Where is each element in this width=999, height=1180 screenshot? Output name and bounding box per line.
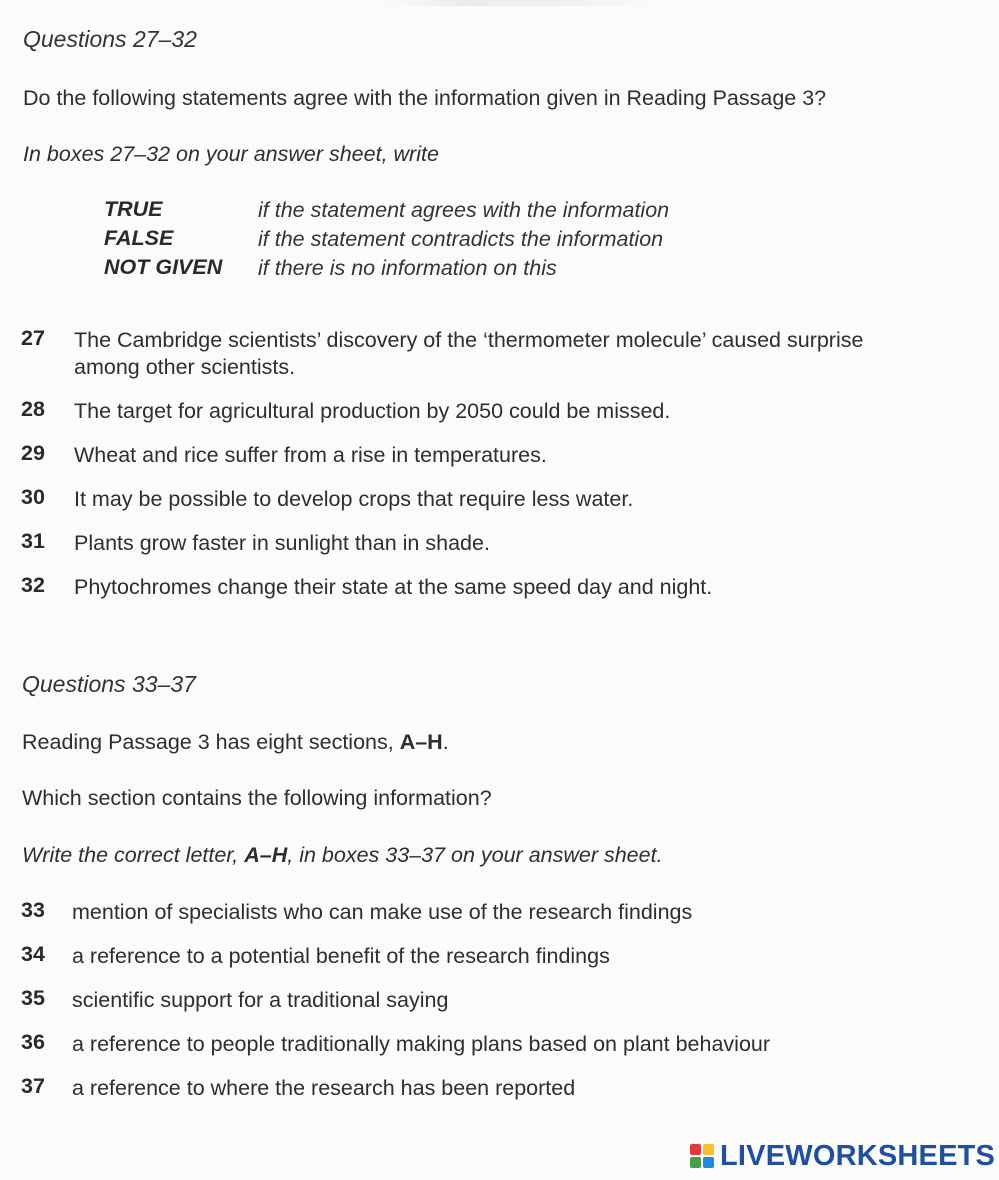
question-number: 32 [21,573,45,597]
section-range: A–H [399,730,443,754]
question-text: Wheat and rice suffer from a rise in temperatures. [74,443,547,467]
intro-text [22,730,449,755]
subinstruction-text: In boxes 27–32 on your answer sheet, write [23,142,439,166]
key-term-false: FALSE [104,226,174,250]
liveworksheets-brand: LIVEWORKSHEETS [720,1139,996,1172]
section-heading-27-32: Questions 27–32 [23,26,197,52]
question-text: Plants grow faster in sunlight than in shade. [74,531,490,555]
question-text: Phytochromes change their state at the same speed day and night. [74,575,713,599]
section-heading-33-37: Questions 33–37 [22,671,196,697]
question-number: 29 [21,441,45,465]
key-term-true: TRUE [104,197,163,221]
key-term-not-given: NOT GIVEN [104,255,223,279]
question-text: scientific support for a traditional saying [72,988,449,1012]
intro-text-start: Reading Passage 3 has eight sections, [22,730,400,754]
question-text: a reference to people traditionally making plans based on plant behaviour [72,1032,771,1056]
question-number: 31 [21,529,45,553]
question-prompt: Which section contains the following information? [22,786,492,810]
question-number: 37 [21,1074,45,1098]
question-number: 35 [21,986,45,1010]
liveworksheets-logo [690,1140,995,1172]
question-text: a reference to a potential benefit of the research findings [72,944,610,968]
key-definition-true: if the statement agrees with the information [258,198,670,222]
key-definition-false: if the statement contradicts the information [258,227,664,251]
question-text: a reference to where the research has been reported [72,1076,576,1100]
question-text: The target for agricultural production by 2050 could be missed. [74,399,671,423]
write-instruction-suffix: , in boxes 33–37 on your answer sheet. [287,843,663,867]
question-number: 33 [21,898,45,922]
question-text-continued: among other scientists. [74,355,296,379]
liveworksheets-icon [690,1143,716,1169]
question-text: It may be possible to develop crops that require less water. [74,487,634,511]
key-definition-not-given: if there is no information on this [258,256,557,280]
intro-text-end: . [442,730,449,754]
question-number: 27 [21,326,45,350]
question-number: 28 [21,397,45,421]
question-number: 36 [21,1030,45,1054]
scan-artifact [380,0,660,6]
question-number: 34 [21,942,45,966]
question-number: 30 [21,485,45,509]
write-instruction [22,843,663,868]
letter-range: A–H [244,843,288,867]
question-text: mention of specialists who can make use of the research findings [72,900,693,924]
write-instruction-prefix: Write the correct letter, [22,843,245,867]
instruction-text: Do the following statements agree with the information given in Reading Passage 3? [23,86,827,110]
question-text: The Cambridge scientists’ discovery of the ‘thermometer molecule’ caused surprise [74,328,864,352]
